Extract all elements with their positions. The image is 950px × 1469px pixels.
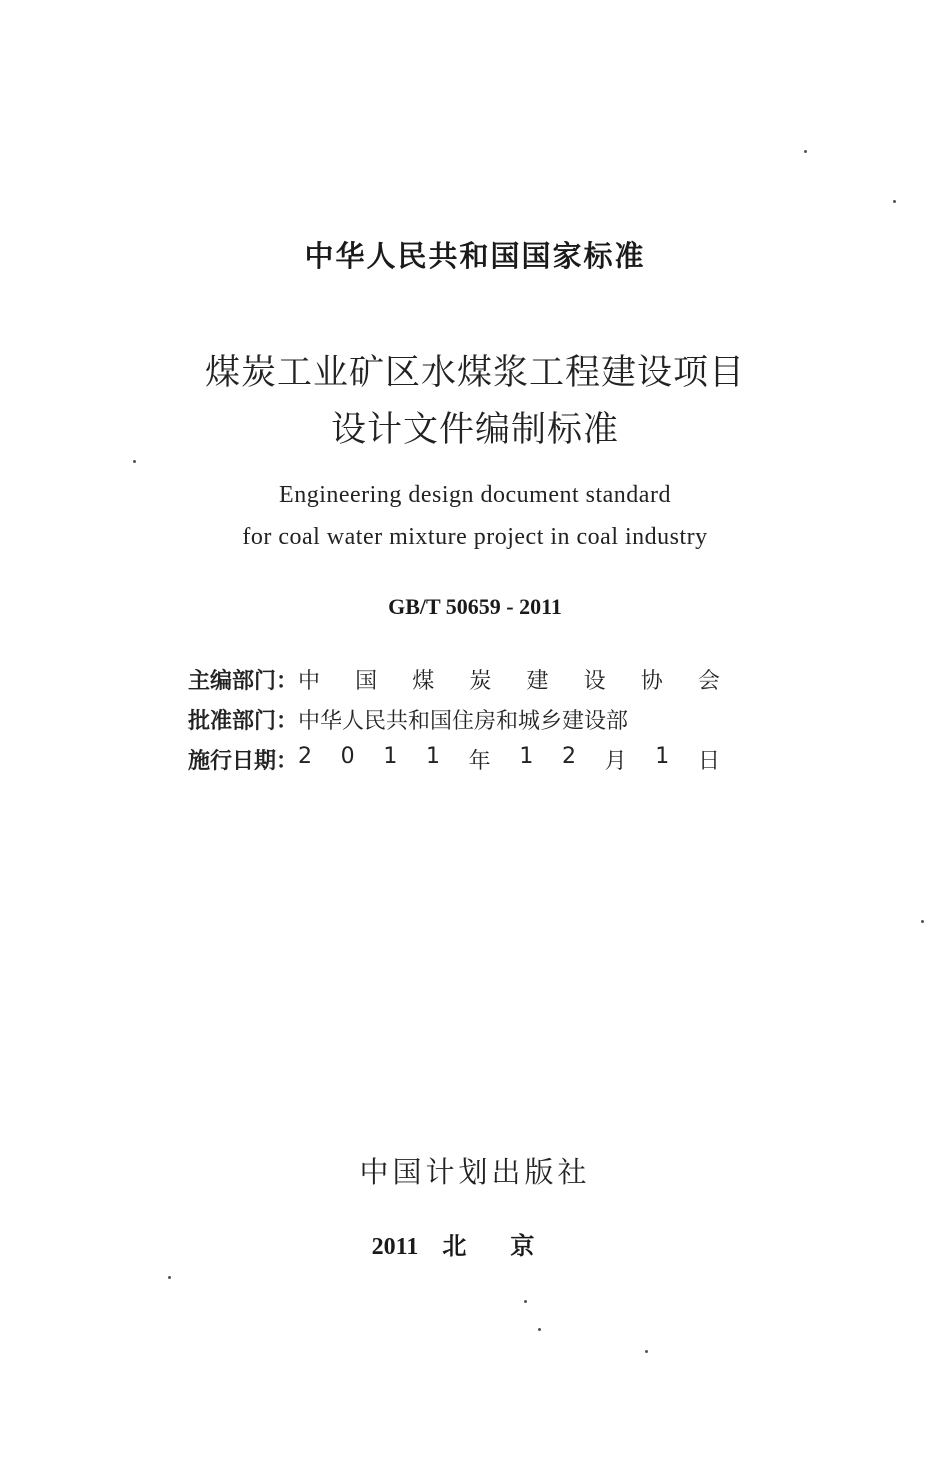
publication-line bbox=[0, 1226, 950, 1261]
english-title-line-1: Engineering design document standard bbox=[279, 482, 671, 508]
scan-speck bbox=[538, 1328, 541, 1331]
national-standard-heading: 中华人民共和国国家标准 bbox=[304, 239, 646, 273]
editor-char: 国 bbox=[355, 668, 378, 694]
editor-char: 会 bbox=[697, 668, 720, 694]
approver-value: 中华人民共和国住房和城乡建设部 bbox=[298, 708, 629, 734]
date-char: 1 bbox=[383, 743, 398, 769]
standard-code: GB/T 50659 - 2011 bbox=[388, 594, 562, 619]
effective-date-row bbox=[188, 742, 728, 776]
date-char: 1 bbox=[519, 743, 534, 769]
editor-char: 协 bbox=[640, 668, 663, 694]
date-char: 日 bbox=[697, 748, 720, 774]
editor-char: 炭 bbox=[469, 668, 492, 694]
scan-speck bbox=[645, 1350, 648, 1353]
publication-city: 北京 bbox=[442, 1232, 579, 1260]
date-char: 1 bbox=[425, 743, 440, 769]
date-char: 年 bbox=[468, 748, 491, 774]
approver-label: 批准部门： bbox=[188, 708, 299, 734]
scan-speck bbox=[168, 1276, 171, 1279]
scan-speck bbox=[893, 200, 896, 203]
approver-row bbox=[188, 702, 728, 736]
date-char: 1 bbox=[655, 743, 670, 769]
date-char: 2 bbox=[561, 743, 576, 769]
scan-speck bbox=[133, 460, 136, 463]
scan-speck bbox=[921, 920, 924, 923]
effective-date-label: 施行日期： bbox=[188, 748, 299, 774]
publisher-name: 中国计划出版社 bbox=[359, 1155, 591, 1189]
scan-speck bbox=[804, 150, 807, 153]
editor-char: 建 bbox=[526, 668, 549, 694]
date-char: 月 bbox=[604, 748, 627, 774]
editor-char: 中 bbox=[298, 668, 321, 694]
editor-label: 主编部门： bbox=[188, 668, 299, 694]
editor-char: 设 bbox=[583, 668, 606, 694]
chinese-title-line-2: 设计文件编制标准 bbox=[330, 410, 619, 450]
date-char: 0 bbox=[340, 743, 355, 769]
editor-char: 煤 bbox=[412, 668, 435, 694]
effective-date-value bbox=[298, 744, 728, 775]
scan-speck bbox=[524, 1300, 527, 1303]
date-char: 2 bbox=[298, 743, 313, 769]
editor-value bbox=[298, 664, 728, 695]
editor-row bbox=[188, 662, 728, 696]
english-title-line-2: for coal water mixture project in coal industry bbox=[242, 524, 708, 550]
chinese-title-line-1: 煤炭工业矿区水煤浆工程建设项目 bbox=[204, 353, 745, 393]
publication-year: 2011 bbox=[371, 1234, 419, 1260]
